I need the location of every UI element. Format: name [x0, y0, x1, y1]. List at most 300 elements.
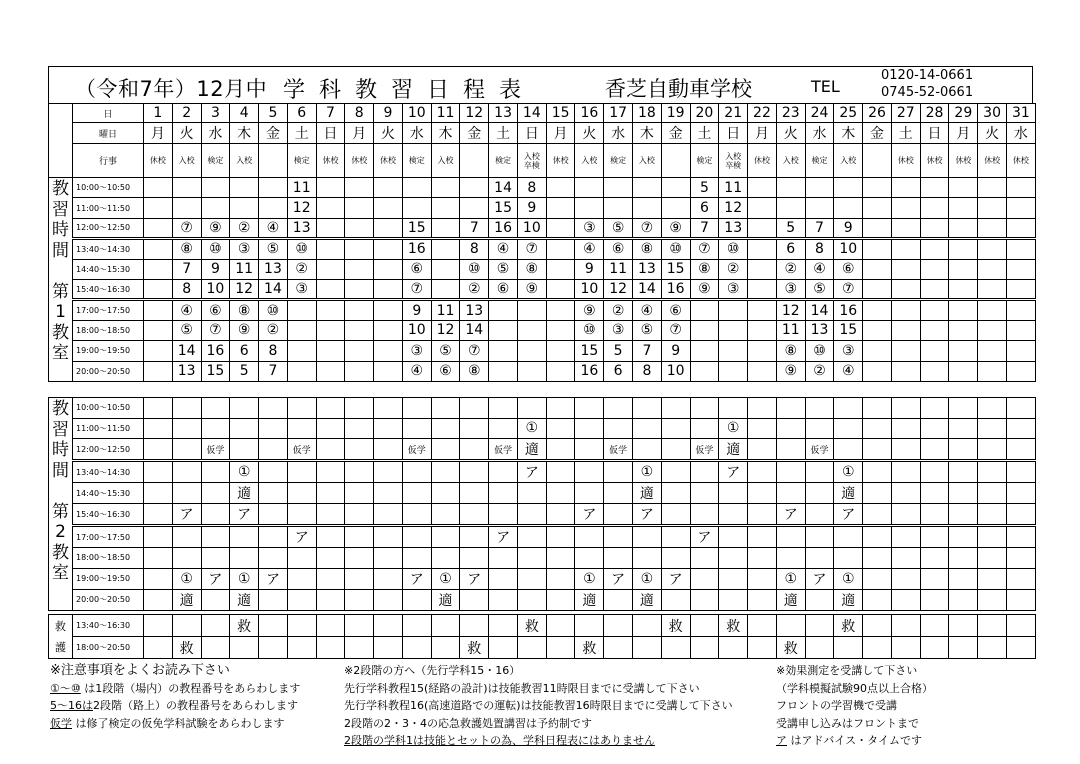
schedule-cell: 8 [805, 239, 834, 259]
schedule-cell: 13 [633, 259, 662, 279]
note-line: ア はアドバイス・タイムです [776, 734, 922, 747]
schedule-cell [661, 418, 690, 439]
schedule-cell [920, 504, 949, 526]
schedule-cell: ア [575, 504, 604, 526]
schedule-cell [891, 548, 920, 569]
schedule-cell: 救 [172, 637, 201, 659]
event-cell: 入校 [633, 144, 662, 178]
page-title: 学科教習日程表 [283, 78, 536, 103]
schedule-cell [460, 461, 489, 483]
schedule-cell: ⑦ [172, 218, 201, 238]
schedule-cell: ⑥ [489, 279, 518, 299]
schedule-cell [978, 548, 1007, 569]
schedule-cell: 12 [776, 300, 805, 320]
schedule-cell [259, 439, 288, 461]
schedule-cell [1006, 568, 1035, 589]
schedule-cell [604, 178, 633, 198]
time-slot-row [49, 548, 1036, 569]
weekday: 月 [748, 123, 777, 144]
schedule-cell [604, 461, 633, 483]
schedule-cell [402, 418, 431, 439]
schedule-cell [201, 548, 230, 569]
tel-label: TEL [811, 77, 840, 96]
schedule-cell: 6 [604, 361, 633, 381]
schedule-cell [891, 439, 920, 461]
schedule-cell: ③ [230, 239, 259, 259]
schedule-cell: 16 [402, 239, 431, 259]
schedule-table-room2 [48, 397, 1036, 611]
schedule-cell: ⑥ [661, 300, 690, 320]
weekday: 土 [690, 123, 719, 144]
schedule-cell [661, 548, 690, 569]
schedule-cell [345, 483, 374, 504]
schedule-cell [144, 483, 173, 504]
time-cell: 18:00～20:50 [73, 637, 144, 659]
schedule-cell: 12 [604, 279, 633, 299]
schedule-cell [978, 439, 1007, 461]
schedule-cell [690, 300, 719, 320]
schedule-cell [546, 239, 575, 259]
schedule-cell [316, 615, 345, 637]
schedule-cell [719, 504, 748, 526]
schedule-cell [316, 361, 345, 381]
time-cell: 10:00～10:50 [73, 178, 144, 198]
schedule-cell: 救 [575, 637, 604, 659]
schedule-cell [374, 341, 403, 361]
schedule-cell [575, 418, 604, 439]
day-number: 30 [978, 104, 1007, 123]
schedule-cell [1006, 504, 1035, 526]
schedule-cell [201, 483, 230, 504]
schedule-cell [489, 361, 518, 381]
schedule-cell [748, 615, 777, 637]
schedule-cell [201, 461, 230, 483]
schedule-cell: ⑤ [489, 259, 518, 279]
schedule-cell [287, 398, 316, 419]
schedule-cell [834, 439, 863, 461]
schedule-cell [604, 198, 633, 218]
schedule-cell: ④ [489, 239, 518, 259]
weekday: 火 [978, 123, 1007, 144]
schedule-cell: ② [805, 361, 834, 381]
day-number: 25 [834, 104, 863, 123]
event-cell: 休校 [345, 144, 374, 178]
schedule-cell [345, 589, 374, 610]
schedule-cell [172, 615, 201, 637]
schedule-cell [978, 361, 1007, 381]
schedule-cell [230, 398, 259, 419]
schedule-cell [920, 398, 949, 419]
schedule-cell [517, 341, 546, 361]
weekday: 木 [431, 123, 460, 144]
schedule-cell [891, 259, 920, 279]
day-number: 1 [144, 104, 173, 123]
schedule-cell [863, 341, 892, 361]
schedule-cell: 11 [604, 259, 633, 279]
schedule-cell: ア [776, 504, 805, 526]
day-number: 24 [805, 104, 834, 123]
schedule-cell: ③ [402, 341, 431, 361]
schedule-cell: 10 [575, 279, 604, 299]
schedule-cell [891, 615, 920, 637]
weekday: 土 [891, 123, 920, 144]
time-cell: 13:40～16:30 [73, 615, 144, 637]
time-slot-row [49, 361, 1036, 381]
schedule-cell: ⑧ [776, 341, 805, 361]
schedule-cell [633, 198, 662, 218]
time-slot-row [49, 198, 1036, 218]
schedule-cell [633, 178, 662, 198]
schedule-cell: 13 [287, 218, 316, 238]
schedule-cell: 5 [604, 341, 633, 361]
day-number: 4 [230, 104, 259, 123]
schedule-cell [719, 320, 748, 340]
schedule-cell: ⑤ [431, 341, 460, 361]
schedule-cell [863, 320, 892, 340]
schedule-cell: ⑦ [460, 341, 489, 361]
time-slot-row [49, 483, 1036, 504]
schedule-cell [978, 279, 1007, 299]
day-number: 12 [460, 104, 489, 123]
time-cell: 12:00～12:50 [73, 218, 144, 238]
side-char: 時 [52, 440, 69, 460]
schedule-cell [144, 341, 173, 361]
schedule-cell: ア [172, 504, 201, 526]
schedule-cell [891, 398, 920, 419]
schedule-cell [748, 461, 777, 483]
time-cell: 15:40～16:30 [73, 279, 144, 299]
schedule-cell [776, 526, 805, 548]
schedule-cell [431, 526, 460, 548]
schedule-cell [172, 439, 201, 461]
schedule-cell [949, 279, 978, 299]
schedule-cell [431, 483, 460, 504]
schedule-cell [978, 398, 1007, 419]
schedule-cell [604, 615, 633, 637]
schedule-cell [201, 504, 230, 526]
schedule-cell [345, 300, 374, 320]
schedule-cell [144, 526, 173, 548]
schedule-cell [374, 320, 403, 340]
schedule-cell [546, 483, 575, 504]
schedule-cell: ア [805, 568, 834, 589]
schedule-cell: 5 [690, 178, 719, 198]
weekday: 火 [374, 123, 403, 144]
schedule-cell: 10 [834, 239, 863, 259]
schedule-cell [949, 461, 978, 483]
day-label: 日 [73, 104, 144, 123]
schedule-cell [719, 568, 748, 589]
time-cell: 14:40～15:30 [73, 259, 144, 279]
note-line: （学科模擬試験90点以上合格） [776, 681, 933, 695]
schedule-cell [1006, 461, 1035, 483]
schedule-cell [604, 589, 633, 610]
schedule-cell [431, 418, 460, 439]
schedule-cell [201, 418, 230, 439]
schedule-cell [978, 589, 1007, 610]
schedule-cell [949, 218, 978, 238]
tel-number-1: 0120-14-0661 [881, 68, 974, 83]
schedule-cell: ④ [259, 218, 288, 238]
schedule-cell [345, 615, 374, 637]
event-cell [460, 144, 489, 178]
schedule-cell [805, 548, 834, 569]
schedule-cell: 7 [690, 218, 719, 238]
schedule-cell [316, 178, 345, 198]
schedule-cell [748, 320, 777, 340]
schedule-cell [920, 218, 949, 238]
schedule-cell [431, 637, 460, 659]
schedule-cell [661, 178, 690, 198]
schedule-cell [1006, 279, 1035, 299]
schedule-cell [575, 198, 604, 218]
schedule-cell [575, 439, 604, 461]
schedule-cell [402, 398, 431, 419]
event-cell: 休校 [316, 144, 345, 178]
event-cell: 検定 [805, 144, 834, 178]
schedule-cell [863, 239, 892, 259]
schedule-cell [863, 279, 892, 299]
schedule-cell [863, 568, 892, 589]
schedule-cell [345, 361, 374, 381]
schedule-cell [287, 461, 316, 483]
schedule-cell: 仮学 [287, 439, 316, 461]
schedule-cell: ⑧ [690, 259, 719, 279]
schedule-cell [546, 300, 575, 320]
schedule-cell [949, 548, 978, 569]
schedule-cell: 8 [172, 279, 201, 299]
schedule-cell: ⑨ [661, 218, 690, 238]
schedule-cell: ⑨ [201, 218, 230, 238]
time-slot-row [49, 279, 1036, 299]
side-char: 室 [52, 343, 69, 363]
schedule-cell [690, 548, 719, 569]
schedule-cell: ② [259, 320, 288, 340]
schedule-cell: ア [287, 526, 316, 548]
side-char: 1 [55, 302, 66, 322]
schedule-cell [834, 526, 863, 548]
schedule-cell: 救 [230, 615, 259, 637]
schedule-cell [719, 398, 748, 419]
schedule-cell [863, 418, 892, 439]
schedule-cell: ⑤ [604, 218, 633, 238]
schedule-cell: 適 [517, 439, 546, 461]
schedule-cell [287, 504, 316, 526]
schedule-cell [230, 637, 259, 659]
schedule-cell: 11 [287, 178, 316, 198]
schedule-cell [748, 483, 777, 504]
schedule-cell [345, 398, 374, 419]
schedule-cell [402, 483, 431, 504]
schedule-cell [201, 198, 230, 218]
weekday: 金 [661, 123, 690, 144]
schedule-cell [172, 178, 201, 198]
side-char [49, 261, 72, 282]
schedule-cell [345, 637, 374, 659]
schedule-cell [546, 504, 575, 526]
schedule-cell [1006, 418, 1035, 439]
schedule-cell: ⑧ [460, 361, 489, 381]
weekday-label: 曜日 [73, 123, 144, 144]
schedule-cell [316, 198, 345, 218]
schedule-cell [144, 398, 173, 419]
schedule-cell [805, 418, 834, 439]
schedule-cell [316, 568, 345, 589]
schedule-cell [546, 361, 575, 381]
schedule-cell [575, 461, 604, 483]
schedule-cell [748, 300, 777, 320]
schedule-cell [460, 526, 489, 548]
schedule-cell [144, 461, 173, 483]
schedule-cell [891, 526, 920, 548]
weekday: 水 [604, 123, 633, 144]
schedule-cell: ① [172, 568, 201, 589]
weekday: 金 [863, 123, 892, 144]
weekday: 日 [517, 123, 546, 144]
weekday: 木 [633, 123, 662, 144]
schedule-cell [546, 320, 575, 340]
schedule-cell [834, 548, 863, 569]
schedule-cell [517, 320, 546, 340]
time-slot-row [49, 461, 1036, 483]
schedule-cell [575, 526, 604, 548]
schedule-cell: 15 [575, 341, 604, 361]
schedule-cell [144, 615, 173, 637]
schedule-cell [863, 361, 892, 381]
schedule-cell: ⑦ [834, 279, 863, 299]
schedule-cell [489, 398, 518, 419]
schedule-cell: ⑦ [661, 320, 690, 340]
side-char: 間 [52, 240, 69, 261]
schedule-cell [604, 526, 633, 548]
schedule-cell [661, 637, 690, 659]
schedule-cell: ② [719, 259, 748, 279]
schedule-cell [460, 483, 489, 504]
weekday: 月 [144, 123, 173, 144]
weekday: 土 [489, 123, 518, 144]
schedule-cell [719, 526, 748, 548]
day-number: 7 [316, 104, 345, 123]
schedule-cell: 救 [776, 637, 805, 659]
weekday: 火 [575, 123, 604, 144]
schedule-cell: 救 [517, 615, 546, 637]
schedule-cell [978, 483, 1007, 504]
schedule-cell [920, 198, 949, 218]
schedule-cell: 適 [776, 589, 805, 610]
schedule-cell [1006, 615, 1035, 637]
schedule-cell [690, 418, 719, 439]
school-name: 香芝自動車学校 [605, 77, 752, 101]
time-slot-row [49, 615, 1036, 637]
side-char: 第 [52, 501, 69, 522]
schedule-cell [805, 198, 834, 218]
time-slot-row [49, 439, 1036, 461]
schedule-cell: 7 [259, 361, 288, 381]
schedule-cell: 5 [776, 218, 805, 238]
schedule-cell [259, 504, 288, 526]
schedule-cell [978, 178, 1007, 198]
schedule-cell: ① [834, 461, 863, 483]
schedule-cell [316, 320, 345, 340]
schedule-cell: 7 [172, 259, 201, 279]
schedule-cell [374, 239, 403, 259]
schedule-cell [546, 526, 575, 548]
schedule-cell [144, 239, 173, 259]
schedule-cell [374, 461, 403, 483]
time-cell: 12:00～12:50 [73, 439, 144, 461]
day-number: 13 [489, 104, 518, 123]
event-cell [863, 144, 892, 178]
schedule-cell: 10 [402, 320, 431, 340]
side-char: 間 [52, 460, 69, 481]
side-char: 教 [52, 179, 69, 199]
schedule-cell [431, 439, 460, 461]
schedule-cell: ⑩ [719, 239, 748, 259]
schedule-cell [144, 300, 173, 320]
time-slot-row [49, 341, 1036, 361]
schedule-cell [402, 526, 431, 548]
schedule-cell: ⑤ [259, 239, 288, 259]
event-cell: 休校 [978, 144, 1007, 178]
schedule-cell [431, 198, 460, 218]
weekday: 金 [259, 123, 288, 144]
schedule-cell [661, 589, 690, 610]
schedule-cell [345, 178, 374, 198]
schedule-cell: ② [776, 259, 805, 279]
schedule-cell: 15 [834, 320, 863, 340]
schedule-cell [920, 548, 949, 569]
side-char: 教 [52, 322, 69, 343]
schedule-cell [489, 483, 518, 504]
schedule-cell: 9 [834, 218, 863, 238]
schedule-cell: 16 [834, 300, 863, 320]
schedule-cell: ④ [834, 361, 863, 381]
note-line: フロントの学習機で受講 [776, 699, 897, 712]
schedule-cell [805, 589, 834, 610]
schedule-cell: ア [201, 568, 230, 589]
schedule-cell: ⑦ [633, 218, 662, 238]
time-slot-row [49, 239, 1036, 259]
schedule-cell [144, 198, 173, 218]
schedule-cell [287, 615, 316, 637]
schedule-cell [431, 218, 460, 238]
schedule-cell: ① [431, 568, 460, 589]
note-line: 5～16は2段階（路上）の教程番号をあらわします [50, 699, 298, 712]
schedule-cell [978, 615, 1007, 637]
schedule-cell [633, 439, 662, 461]
time-cell: 20:00～20:50 [73, 589, 144, 610]
schedule-cell [345, 568, 374, 589]
schedule-cell [172, 398, 201, 419]
schedule-cell [374, 418, 403, 439]
schedule-cell [402, 615, 431, 637]
schedule-cell [920, 637, 949, 659]
schedule-cell [402, 504, 431, 526]
schedule-cell: ア [661, 568, 690, 589]
schedule-cell [431, 239, 460, 259]
schedule-cell [748, 568, 777, 589]
schedule-cell [604, 637, 633, 659]
schedule-cell [748, 548, 777, 569]
schedule-cell [460, 418, 489, 439]
schedule-cell: 12 [230, 279, 259, 299]
schedule-cell: ア [460, 568, 489, 589]
schedule-cell [144, 361, 173, 381]
schedule-table-rescue [48, 614, 1036, 659]
schedule-cell [661, 461, 690, 483]
schedule-cell [891, 279, 920, 299]
schedule-cell: 13 [460, 300, 489, 320]
